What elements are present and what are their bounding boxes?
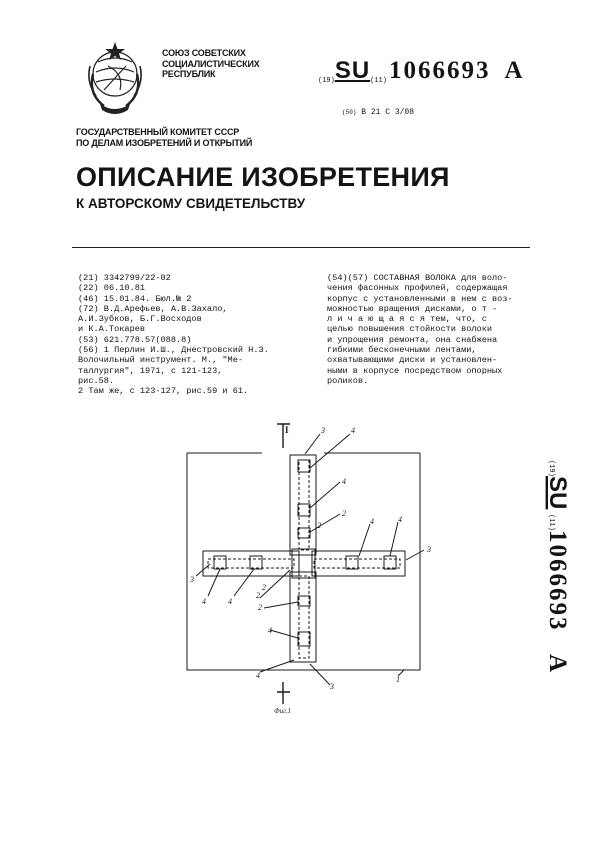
- invention-abstract: [327, 273, 532, 386]
- state-line: СОЮЗ СОВЕТСКИХ: [162, 48, 246, 58]
- label-part-2: 2: [262, 583, 266, 592]
- abstract-line: л и ч а ю щ а я с я тем, что, с: [327, 314, 487, 325]
- roller: [298, 632, 310, 646]
- roller: [250, 556, 262, 569]
- abstract-line: ными в корпусе посредством опорных: [327, 365, 503, 376]
- side-patent-kind: A: [544, 654, 571, 673]
- committee-line: ГОСУДАРСТВЕННЫЙ КОМИТЕТ СССР: [76, 127, 240, 137]
- belt-vertical-upper: [299, 460, 309, 550]
- figure-caption: Фиг.1: [274, 707, 292, 715]
- document-subtitle: К АВТОРСКОМУ СВИДЕТЕЛЬСТВУ: [76, 196, 306, 211]
- vertical-patent-number: [528, 422, 598, 712]
- vertical-arm-lower: [290, 572, 316, 662]
- state-line: РЕСПУБЛИК: [162, 69, 216, 79]
- side-country-code-label: (19): [547, 460, 555, 477]
- abstract-line: роликов.: [327, 375, 369, 386]
- roller: [298, 528, 310, 538]
- ipc-classification: [342, 108, 414, 117]
- biblio-line: (46) 15.01.84. Бюл.№ 2: [78, 293, 192, 304]
- biblio-line: и К.А.Токарев: [78, 324, 146, 335]
- side-patent-number: 1066693: [544, 530, 571, 632]
- label-part-4: 4: [370, 517, 374, 526]
- roller: [384, 556, 396, 569]
- label-part-4: 4: [228, 597, 232, 606]
- roller: [298, 596, 310, 606]
- ussr-emblem: [74, 36, 156, 118]
- biblio-line: (56) 1 Перлин И.Ш., Днестровский Н.З.: [78, 345, 269, 356]
- roller: [298, 460, 310, 472]
- label-part-4: 4: [202, 597, 206, 606]
- label-part-3: 3: [190, 575, 194, 584]
- belt-horizontal-left: [208, 559, 294, 568]
- roller: [214, 556, 226, 569]
- country-code-label: (19): [318, 77, 335, 85]
- biblio-line: (72) В.Д.Арефьев, А.В.Захало,: [78, 303, 228, 314]
- label-part-4: 4: [342, 477, 346, 486]
- label-part-3: 3: [321, 426, 325, 435]
- roller: [298, 504, 310, 516]
- section-mark: I: [285, 425, 289, 435]
- bibliographic-data: [78, 273, 318, 397]
- abstract-line: корпус с установленными в нем с воз-: [327, 293, 513, 304]
- ipc-value: В 21 С 3/08: [361, 108, 415, 117]
- committee-name: [76, 127, 252, 149]
- label-part-1: 1: [396, 675, 400, 684]
- abstract-line: гибкими бесконечными лентами,: [327, 345, 477, 356]
- label-part-4: 4: [398, 515, 402, 524]
- biblio-line: (21) 3342799/22-02: [78, 273, 171, 283]
- belt-horizontal-right: [314, 559, 400, 568]
- side-number-code-label: (11): [547, 514, 555, 531]
- section-line-bottom: [277, 682, 290, 704]
- patent-number-block: [318, 57, 523, 85]
- biblio-line: таллургия", 1971, с 121-123,: [78, 365, 223, 376]
- housing-outline: [187, 453, 420, 670]
- number-code-label: (11): [370, 77, 387, 85]
- vertical-arm-upper: [290, 455, 316, 555]
- label-part-2: 2: [317, 521, 321, 530]
- state-name: [162, 48, 260, 80]
- biblio-line: (53) 621.778.57(088.8): [78, 334, 192, 345]
- country-code: SU: [334, 57, 371, 84]
- patent-kind: A: [504, 57, 523, 84]
- abstract-line: чения фасонных профилей, содержащая: [327, 283, 508, 294]
- biblio-line: А.И.Зубков, Б.Г.Восходов: [78, 314, 202, 325]
- biblio-line: рис.58.: [78, 375, 115, 386]
- patent-number: 1066693: [388, 57, 491, 84]
- biblio-line: 2 Там же, с 123-127, рис.59 и 61.: [78, 386, 249, 397]
- label-part-4: 4: [256, 671, 260, 680]
- state-line: СОЦИАЛИСТИЧЕСКИХ: [162, 58, 260, 69]
- label-part-3: 3: [427, 545, 431, 554]
- label-part-3: 3: [330, 682, 334, 691]
- abstract-line: (54)(57) СОСТАВНАЯ ВОЛОКА для воло-: [327, 273, 508, 283]
- roller: [346, 556, 358, 569]
- ipc-code-label: (50): [342, 109, 357, 116]
- document-title: ОПИСАНИЕ ИЗОБРЕТЕНИЯ: [76, 162, 450, 192]
- abstract-line: можностью вращения дисками, о т -: [327, 303, 498, 314]
- label-part-4: 4: [268, 626, 272, 635]
- label-part-2: 2: [258, 603, 262, 612]
- technical-drawing: [170, 420, 440, 715]
- biblio-line: Волочильный инструмент. М., "Ме-: [78, 355, 244, 366]
- label-part-4: 4: [351, 426, 355, 435]
- label-part-2: 2: [256, 591, 260, 600]
- biblio-line: (22) 06.10.81: [78, 283, 146, 294]
- abstract-line: целью повышения стойкости волоки: [327, 324, 493, 335]
- label-part-2: 2: [342, 509, 346, 518]
- side-country-code: SU: [544, 476, 571, 510]
- abstract-line: охватывающими диски и установлен-: [327, 355, 498, 366]
- header-divider: [72, 247, 530, 248]
- committee-line: ПО ДЕЛАМ ИЗОБРЕТЕНИЙ И ОТКРЫТИЙ: [76, 138, 253, 148]
- abstract-line: и упрощения ремонта, она снабжена: [327, 334, 498, 345]
